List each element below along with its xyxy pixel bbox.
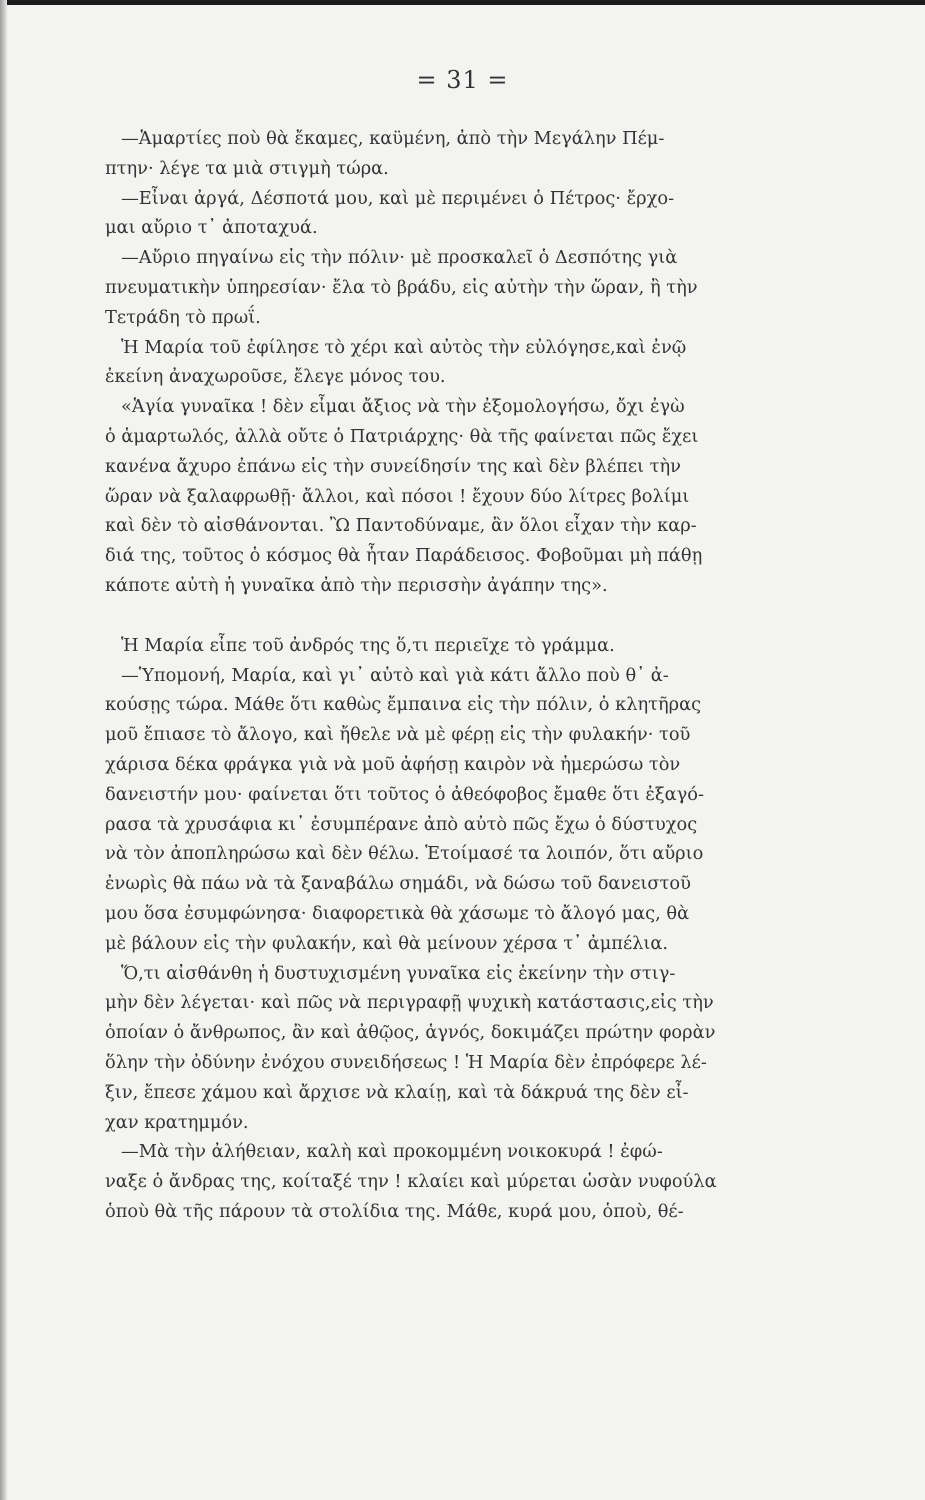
paragraph-gap: [105, 601, 825, 631]
text-line: κανένα ἄχυρο ἐπάνω εἰς τὴν συνείδησίν της καὶ δὲν βλέπει τὴν: [105, 455, 681, 477]
text-line: «Ἁγία γυναῖκα ! δὲν εἶμαι ἄξιος νὰ τὴν ἐξομολογήσω, ὄχι ἐγὼ: [121, 396, 685, 418]
text-line: μὴν δὲν λέγεται· καὶ πῶς νὰ περιγραφῇ ψυχικὴ κατάστασις,εἰς τὴν: [105, 992, 714, 1014]
text-line: Ἡ Μαρία εἶπε τοῦ ἀνδρός της ὅ,τι περιεῖχε τὸ γράμμα.: [121, 634, 615, 656]
text-line: διά της, τοῦτος ὁ κόσμος θὰ ἦταν Παράδεισος. Φοβοῦμαι μὴ πάθῃ: [105, 545, 703, 567]
text-line: ἐνωρὶς θὰ πάω νὰ τὰ ξαναβάλω σημάδι, νὰ δώσω τοῦ δανειστοῦ: [105, 873, 691, 895]
text-line: κάποτε αὐτὴ ἡ γυναῖκα ἀπὸ τὴν περισσὴν ἀγάπην της».: [105, 574, 608, 596]
text-line: χάρισα δέκα φράγκα γιὰ νὰ μοῦ ἀφήσῃ καιρὸν νὰ ἡμερώσω τὸν: [105, 753, 681, 775]
left-binding-shadow: [0, 0, 7, 1500]
text-line: ὁποὺ θὰ τῆς πάρουν τὰ στολίδια της. Μάθε, κυρά μου, ὁποὺ, θέ-: [105, 1200, 684, 1222]
text-line: —Εἶναι ἀργά, Δέσποτά μου, καὶ μὲ περιμένει ὁ Πέτρος· ἔρχο-: [121, 187, 675, 209]
text-line: —Ἁμαρτίες ποὺ θὰ ἔκαμες, καϋμένη, ἀπὸ τὴν Μεγάλην Πέμ-: [121, 128, 665, 149]
text-line: —Μὰ τὴν ἀλήθειαν, καλὴ καὶ προκομμένη νοικοκυρά ! ἐφώ-: [121, 1141, 663, 1163]
text-line: ὅλην τὴν ὀδύνην ἐνόχου συνειδήσεως ! Ἡ Μαρία δὲν ἐπρόφερε λέ-: [105, 1051, 707, 1073]
text-line: νὰ τὸν ἀποπληρώσω καὶ δὲν θέλω. Ἑτοίμασέ τα λοιπόν, ὅτι αὔριο: [105, 843, 704, 865]
page-text: [105, 124, 825, 1227]
text-line: ὁποίαν ὁ ἄνθρωπος, ἂν καὶ ἀθῷος, ἁγνός, δοκιμάζει πρώτην φορὰν: [105, 1022, 716, 1044]
text-line: ὁ ἁμαρτωλός, ἀλλὰ οὔτε ὁ Πατριάρχης· θὰ τῆς φαίνεται πῶς ἔχει: [105, 425, 699, 447]
text-line: μου ὅσα ἐσυμφώνησα· διαφορετικὰ θὰ χάσωμε τὸ ἄλογό μας, θὰ: [105, 902, 690, 924]
text-line: ξιν, ἔπεσε χάμου καὶ ἄρχισε νὰ κλαίῃ, καὶ τὰ δάκρυά της δὲν εἶ-: [105, 1081, 689, 1103]
page-number: = 31 =: [416, 66, 509, 94]
text-line: ὥραν νὰ ξαλαφρωθῇ· ἄλλοι, καὶ πόσοι ! ἔχουν δύο λίτρες βολίμι: [105, 485, 690, 507]
text-line: καὶ δὲν τὸ αἰσθάνονται. Ὢ Παντοδύναμε, ἂν ὅλοι εἶχαν τὴν καρ-: [105, 515, 697, 537]
text-line: μοῦ ἔπιασε τὸ ἄλογο, καὶ ἤθελε νὰ μὲ φέρῃ εἰς τὴν φυλακήν· τοῦ: [105, 724, 691, 746]
text-line: μαι αὔριο τ᾽ ἀποταχυά.: [105, 217, 318, 239]
text-line: —Αὔριο πηγαίνω εἰς τὴν πόλιν· μὲ προσκαλεῖ ὁ Δεσπότης γιὰ: [121, 247, 678, 269]
top-scan-edge: [0, 0, 925, 5]
text-line: ναξε ὁ ἄνδρας της, κοίταξέ την ! κλαίει καὶ μύρεται ὡσὰν νυφούλα: [105, 1171, 717, 1193]
text-line: πνευματικὴν ὑπηρεσίαν· ἔλα τὸ βράδυ, εἰς αὐτὴν τὴν ὥραν, ἢ τὴν: [105, 276, 698, 298]
text-line: πτην· λέγε τα μιὰ στιγμὴ τώρα.: [105, 157, 389, 179]
text-line: Ἡ Μαρία τοῦ ἐφίλησε τὸ χέρι καὶ αὐτὸς τὴν εὐλόγησε,καὶ ἐνῷ: [121, 336, 687, 358]
text-line: —Ὑπομονή, Μαρία, καὶ γι᾽ αὐτὸ καὶ γιὰ κάτι ἄλλο ποὺ θ᾽ ἀ-: [121, 664, 669, 686]
text-line: μὲ βάλουν εἰς τὴν φυλακήν, καὶ θὰ μείνουν χέρσα τ᾽ ἀμπέλια.: [105, 932, 669, 954]
text-line: χαν κρατημμόν.: [105, 1111, 249, 1133]
text-line: Ὅ,τι αἰσθάνθη ἡ δυστυχισμένη γυναῖκα εἰς ἐκείνην τὴν στιγ-: [121, 962, 676, 984]
text-line: κούσῃς τώρα. Μάθε ὅτι καθὼς ἔμπαινα εἰς τὴν πόλιν, ὁ κλητῆρας: [105, 694, 702, 716]
text-line: ἐκείνη ἀναχωροῦσε, ἔλεγε μόνος του.: [105, 366, 446, 388]
text-line: Τετράδη τὸ πρωΐ.: [105, 306, 261, 328]
text-line: ρασα τὰ χρυσάφια κι᾽ ἐσυμπέρανε ἀπὸ αὐτὸ πῶς ἔχω ὁ δύστυχος: [105, 813, 698, 835]
text-line: δανειστήν μου· φαίνεται ὅτι τοῦτος ὁ ἀθεόφοβος ἔμαθε ὅτι ἐξαγό-: [105, 783, 705, 805]
